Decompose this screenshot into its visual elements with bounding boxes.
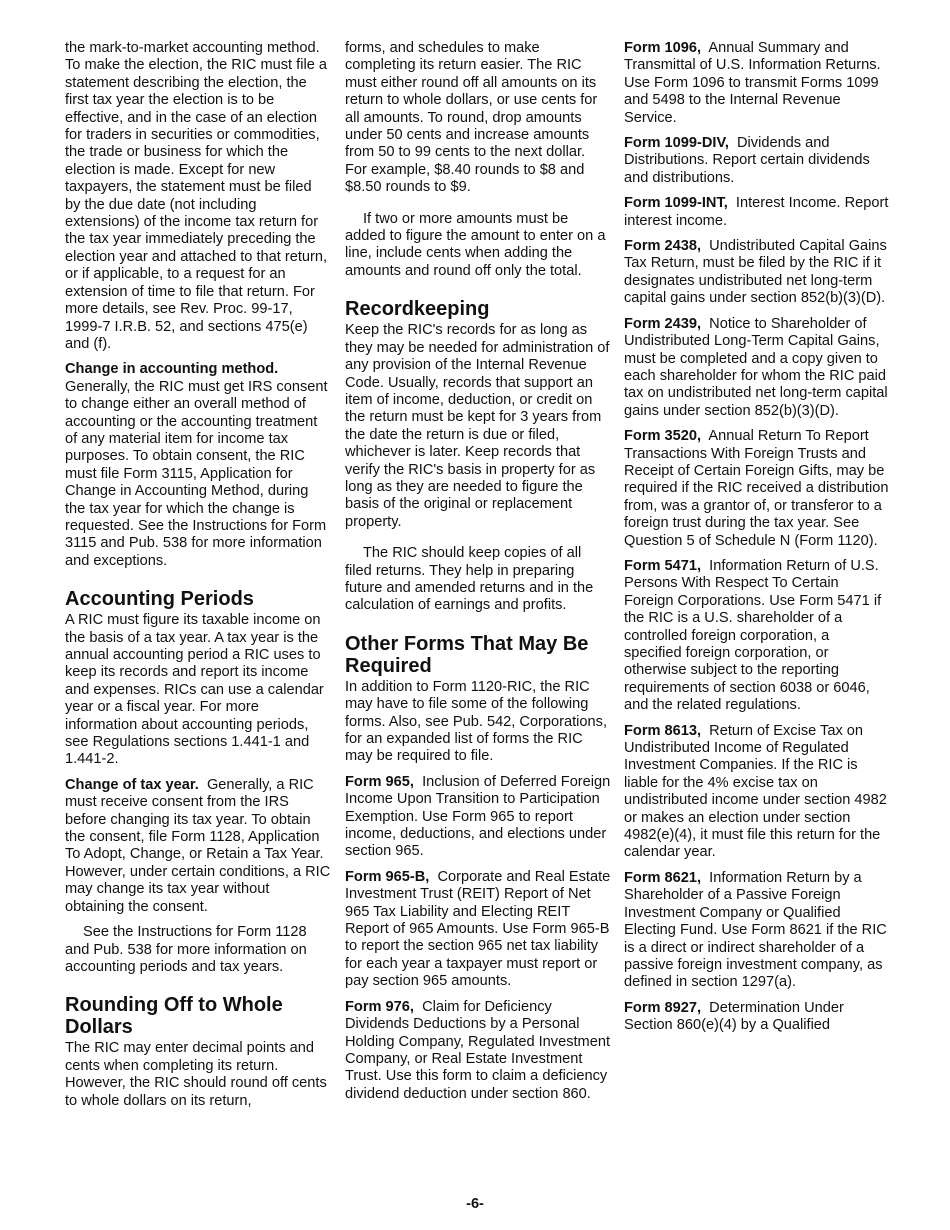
form-item-1096 — [624, 40, 890, 127]
form-description: Determination Under Section 860(e)(4) by a Qualified — [624, 999, 844, 1034]
form-description: Information Return of U.S. Persons With Respect To Certain Foreign Corporations. Use Form 5471 if the RIC is a U.S. shareholder of a controlled foreign corporation, a specified foreign corporation, or otherwise subject to the reporting requirements of section 6038 or 6046, and the related regulations. — [624, 557, 882, 714]
form-label: Form 2438, — [624, 238, 702, 255]
heading-accounting-periods: Accounting Periods — [65, 588, 254, 611]
form-item-965-b — [345, 869, 611, 991]
paragraph-body: Generally, the RIC must get IRS consent to change either an overall method of accounting or the accounting treatment of any material item for income tax purposes. To obtain consent, the RIC must file Form 3115, Application for Change in Accounting Method, during the tax year for which the change is requested. See the Instructions for Form 3115 and Pub. 538 for more information and exceptions. — [65, 378, 328, 569]
run-in-heading: Change of tax year. — [65, 776, 199, 793]
heading-rounding-off: Rounding Off to Whole Dollars — [65, 994, 283, 1039]
form-item-2439 — [624, 316, 890, 420]
form-description: Claim for Deficiency Dividends Deductions by a Personal Holding Company, Regulated Investment Company, or Real Estate Investment Trust. Use this form to claim a deficiency dividend deduction under section 860. — [345, 998, 610, 1102]
form-item-8927 — [624, 1000, 890, 1035]
form-item-3520 — [624, 428, 890, 550]
form-label: Form 8621, — [624, 869, 702, 886]
form-description: Return of Excise Tax on Undistributed Income of Regulated Investment Companies. If the RIC is liable for the 4% excise tax on undistributed income under section 4982 or makes an election under section 4982(e)(4), it must file this return for the calendar year. — [624, 722, 887, 861]
form-label: Form 976, — [345, 998, 414, 1015]
form-description: Dividends and Distributions. Report certain dividends and distributions. — [624, 135, 870, 186]
form-item-2438 — [624, 238, 890, 308]
column-2 — [345, 40, 611, 1111]
form-item-5471 — [624, 558, 890, 715]
form-description: Annual Return To Report Transactions With Foreign Trusts and Receipt of Certain Foreign Gifts, may be required if the RIC received a distribution from, was a grantor of, or transferor to a foreign trust during the tax year. See Question 5 of Schedule N (Form 1120). — [624, 428, 889, 549]
form-description: Corporate and Real Estate Investment Trust (REIT) Report of Net 965 Tax Liability and Electing REIT Report of 965 Amounts. Use Form 965-B to report the section 965 net tax liability for each year a taxpayer must report or pay section 965 amounts. — [345, 868, 611, 990]
form-label: Form 3520, — [624, 428, 702, 445]
form-label: Form 1099-DIV, — [624, 135, 729, 152]
paragraph-body: Generally, a RIC must receive consent from the IRS before changing its tax year. To obtain the consent, file Form 1128, Application To Adopt, Change, or Retain a Tax Year. However, under certain conditions, a RIC may change its tax year without obtaining the consent. — [65, 776, 331, 915]
form-description: Information Return by a Shareholder of a Passive Foreign Investment Company or Qualified Electing Fund. Use Form 8621 if the RIC is a direct or indirect shareholder of a passive foreign investment company, as defined in section 1297(a). — [624, 869, 887, 991]
form-description: Notice to Shareholder of Undistributed Long-Term Capital Gains, must be completed and a copy given to each shareholder for whom the RIC paid tax on undistributed net long-term capital gains under section 852(b)(3)(D). — [624, 315, 888, 419]
form-item-1099-int — [624, 195, 890, 230]
paragraph-rounding-continued: forms, and schedules to make completing its return easier. The RIC must either round off all amounts on its return to whole dollars, or use cents for all amounts. To round, drop amounts under 50 cents and increase amounts from 50 to 99 cents to the next dollar. For example, $8.40 rounds to $8 and $8.50 rounds to $9. — [345, 40, 598, 196]
form-description: Undistributed Capital Gains Tax Return, must be filed by the RIC if it designates undistributed net long-term capital gains under section 852(b)(3)(D). — [624, 238, 887, 307]
form-label: Form 2439, — [624, 315, 702, 332]
form-item-8613 — [624, 723, 890, 862]
paragraph-see-instructions-1128: See the Instructions for Form 1128 and Pub. 538 for more information on accounting periods and tax years. — [65, 924, 307, 975]
paragraph-accounting-periods: A RIC must figure its taxable income on the basis of a tax year. A tax year is the annual accounting period a RIC uses to keep its records and report its income and expenses. RICs can use a calendar year or a fiscal year. For more information about accounting periods, see Regulations sections 1.441-1 and 1.441-2. — [65, 612, 324, 768]
form-item-8621 — [624, 870, 890, 992]
form-label: Form 965, — [345, 773, 414, 790]
column-1 — [65, 40, 331, 1118]
form-label: Form 1096, — [624, 40, 702, 56]
page-number: -6- — [466, 1196, 484, 1212]
run-in-heading: Change in accounting method. — [65, 361, 279, 378]
form-description: Inclusion of Deferred Foreign Income Upon Transition to Participation Exemption. Use Form 965 to report income, deductions, and elections under section 965. — [345, 773, 611, 860]
paragraph-mark-to-market: the mark-to-market accounting method. To make the election, the RIC must file a statement describing the election, the first tax year the election is to be effective, and in the case of an election for traders in securities or commodities, the trade or business for which the election is made. Except for new taxpayers, the statement must be filed by the due date (not including extensions) of the income tax return for the tax year immediately preceding the election year and attached to that return, or if applicable, to a request for an extension of time to file that return. For more details, see Rev. Proc. 99-17, 1999-7 I.R.B. 52, and sections 475(e) and (f). — [65, 40, 328, 352]
form-label: Form 8613, — [624, 722, 702, 739]
paragraph-copies-of-returns: The RIC should keep copies of all filed returns. They help in preparing future and amended returns and in the calculation of earnings and profits. — [345, 545, 594, 614]
form-label: Form 8927, — [624, 999, 702, 1016]
form-label: Form 5471, — [624, 557, 702, 574]
form-label: Form 965-B, — [345, 868, 430, 885]
form-item-1099-div — [624, 135, 890, 187]
paragraph-other-forms-intro: In addition to Form 1120-RIC, the RIC may have to file some of the following forms. Also, see Pub. 542, Corporations, for an expanded list of forms the RIC may be required to file. — [345, 678, 608, 765]
column-3 — [624, 40, 890, 1043]
paragraph-change-in-accounting-method — [65, 361, 331, 570]
form-item-976 — [345, 999, 611, 1103]
paragraph-recordkeeping: Keep the RIC's records for as long as they may be needed for administration of any provision of the Internal Revenue Code. Usually, records that support an item of income, deduction, or credit on the return must be kept for 3 years from the date the return is due or filed, whichever is later. Keep records that verify the RIC's basis in property for as long as they are needed to figure the basis of the original or replacement property. — [345, 322, 610, 530]
paragraph-two-or-more-amounts: If two or more amounts must be added to figure the amount to enter on a line, include cents when adding the amounts and round off only the total. — [345, 210, 606, 279]
form-description: Interest Income. Report interest income. — [624, 195, 889, 229]
heading-recordkeeping: Recordkeeping — [345, 298, 490, 321]
paragraph-rounding-off: The RIC may enter decimal points and cents when completing its return. However, the RIC should round off cents to whole dollars on its return, — [65, 1040, 327, 1109]
form-label: Form 1099-INT, — [624, 195, 728, 212]
heading-other-forms: Other Forms That May Be Required — [345, 632, 589, 677]
paragraph-change-of-tax-year — [65, 777, 331, 916]
form-item-965 — [345, 774, 611, 861]
form-description: Annual Summary and Transmittal of U.S. Information Returns. Use Form 1096 to transmit Forms 1099 and 5498 to the Internal Revenue Service. — [624, 40, 881, 126]
